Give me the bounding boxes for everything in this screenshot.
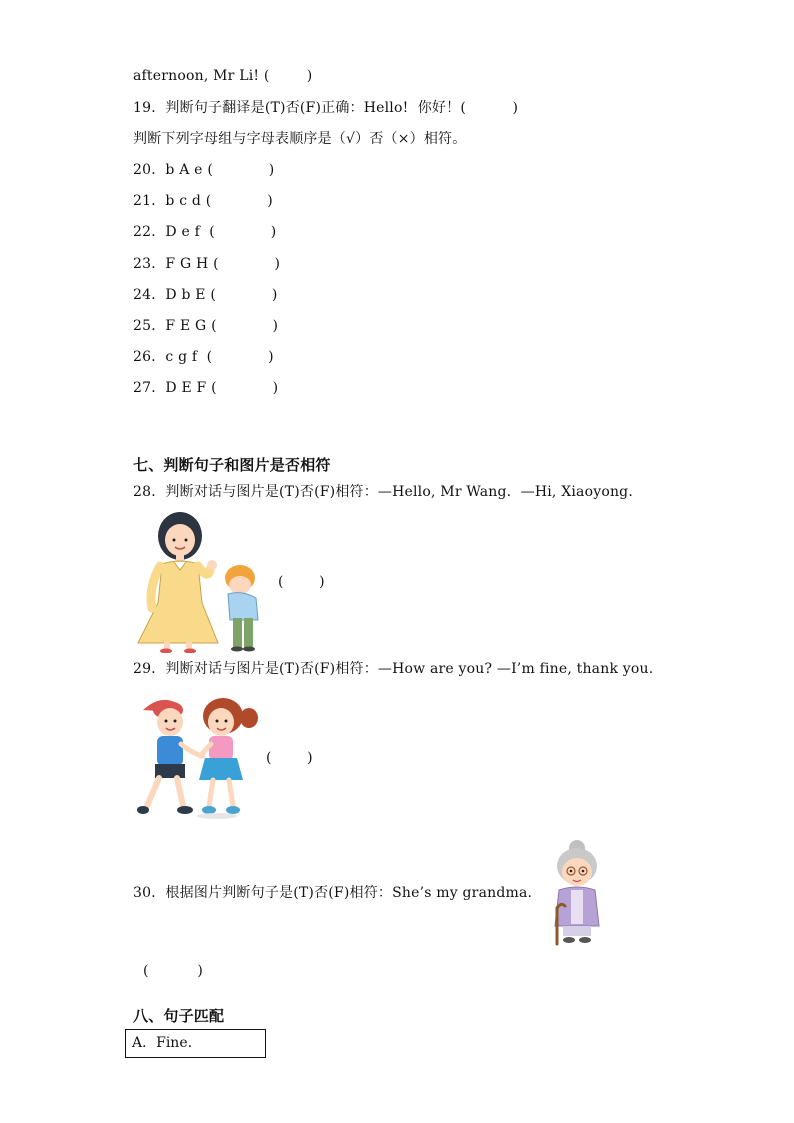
question-22: 22．D e f ( ) [133,224,277,240]
two-kids-illustration [133,688,268,823]
answer-paren-28[interactable]: ( ) [278,574,325,590]
answer-paren-29[interactable]: ( ) [266,750,313,766]
line-afternoon: afternoon, Mr Li! ( ) [133,68,313,84]
question-19: 19．判断句子翻译是(T)否(F)正确：Hello! 你好！( ) [133,100,519,116]
question-30: 30．根据图片判断句子是(T)否(F)相符：She’s my grandma. [133,885,533,901]
question-29: 29．判断对话与图片是(T)否(F)相符：—How are you? —I’m fine, thank you. [133,661,654,677]
instruction-letters: 判断下列字母组与字母表顺序是（√）否（×）相符。 [133,131,467,147]
option-a-box: A．Fine. [125,1029,266,1058]
question-26: 26．c g f ( ) [133,349,274,365]
question-24: 24．D b E ( ) [133,287,278,303]
answer-paren-30[interactable]: ( ) [143,963,203,979]
question-27: 27．D E F ( ) [133,380,279,396]
section-7-heading: 七、判断句子和图片是否相符 [133,456,331,474]
question-21: 21．b c d ( ) [133,193,273,209]
grandma-illustration [545,838,610,948]
section-8-heading: 八、句子匹配 [133,1007,225,1025]
question-23: 23．F G H ( ) [133,256,281,272]
question-28: 28．判断对话与图片是(T)否(F)相符：—Hello, Mr Wang. —Hi, Xiaoyong. [133,484,633,500]
question-20: 20．b A e ( ) [133,162,275,178]
teacher-and-boy-illustration [130,508,280,653]
question-25: 25．F E G ( ) [133,318,279,334]
